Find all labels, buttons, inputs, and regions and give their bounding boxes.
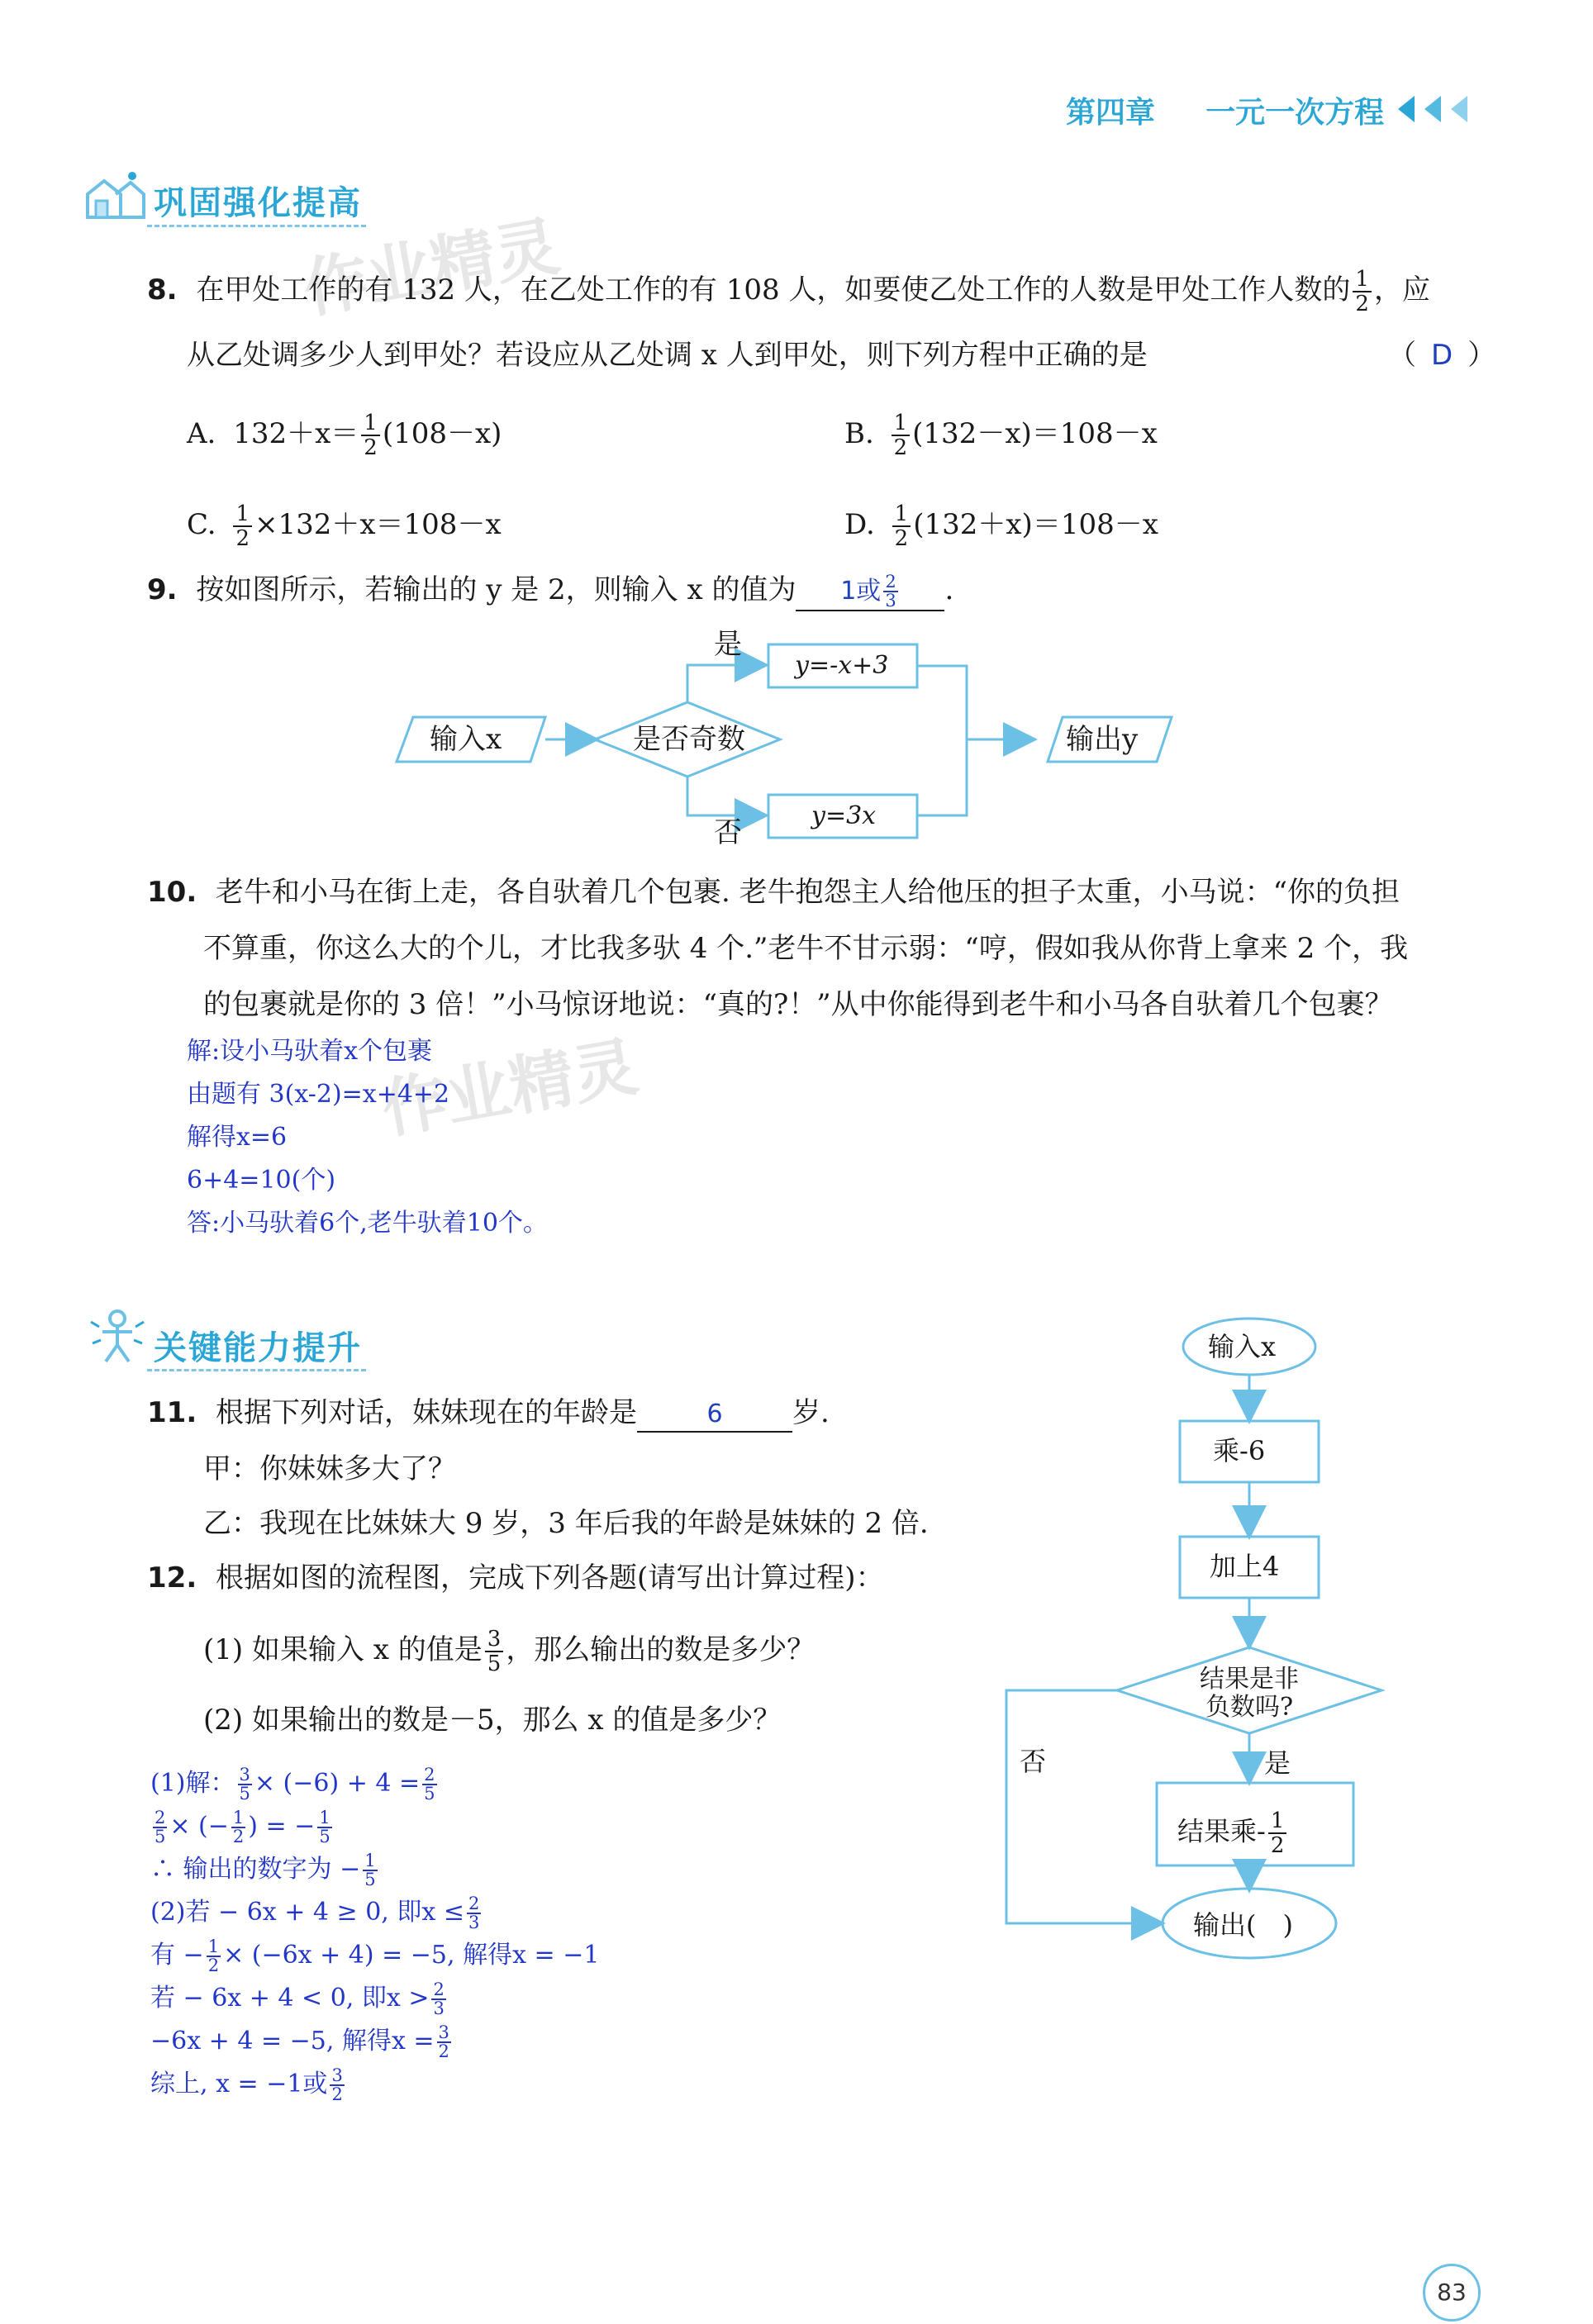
triangle-arrows-icon — [1396, 93, 1479, 126]
question-10 — [147, 876, 1400, 909]
section-divider — [147, 1369, 366, 1371]
page-header — [1066, 89, 1384, 131]
solution-line: 综上, x = −1或 $\frac{3}{2}$ — [150, 2065, 343, 2104]
section-house-icon — [83, 169, 147, 222]
flow-branch-yes: y=-x+3 — [795, 651, 889, 680]
answer-blank: 6 — [637, 1396, 792, 1433]
option-b: B. $\frac{1}{2}$ (132－x)＝108－x — [844, 411, 1158, 460]
answer-blank: 1或 $\frac{2}{3}$ — [796, 573, 944, 611]
section-title-consolidate: 巩固强化提高 — [154, 184, 362, 222]
flow-input-x: 输入x — [430, 723, 502, 756]
chapter-label: 第四章 — [1066, 96, 1156, 130]
question-number: 12. — [147, 1561, 197, 1594]
question-12 — [147, 1561, 884, 1594]
section-figure-icon — [86, 1307, 149, 1365]
solution-line: 答:小马驮着6个,老牛驮着10个。 — [187, 1209, 548, 1238]
solution-line: (1)解： $\frac{3}{5}$ × (−6) + 4 = $\frac{2}{5}$ — [150, 1765, 435, 1804]
section-divider — [147, 225, 366, 227]
question-10-line3: 的包裹就是你的 3 倍！”小马惊讶地说：“真的?！”从中你能得到老牛和小马各自驮着几个包裹？ — [203, 988, 1393, 1021]
question-text: 根据下列对话，妹妹现在的年龄是 — [216, 1396, 638, 1429]
question-text: ，应 — [1373, 273, 1430, 307]
flow2-add-4: 加上4 — [1210, 1551, 1280, 1582]
solution-line: 由题有 3(x-2)=x+4+2 — [187, 1080, 450, 1109]
solution-line: 有 − $\frac{1}{2}$ × (−6x + 4) = −5, 解得x = −1 — [150, 1937, 600, 1975]
answer-paren: （ D ） — [1388, 339, 1496, 372]
question-text: 在甲处工作的有 132 人，在乙处工作的有 108 人，如要使乙处工作的人数是甲处工作人数的 — [196, 273, 1351, 307]
flow2-multiply-neg-half: 结果乘- $\frac{1}{2}$ — [1177, 1809, 1289, 1857]
question-text: 老牛和小马在街上走，各自驮着几个包裹. 老牛抱怨主人给他压的担子太重，小马说：“你的负担 — [216, 876, 1400, 909]
question-11: 11. 根据下列对话，妹妹现在的年龄是 6 岁. — [147, 1396, 830, 1433]
question-number: 8. — [147, 273, 178, 307]
dialogue-a: 甲：你妹妹多大了？ — [203, 1452, 456, 1485]
question-8 — [147, 268, 1430, 316]
section-title-ability: 关键能力提升 — [154, 1329, 362, 1367]
flow-output-y: 输出y — [1066, 723, 1139, 756]
flow-branch-no: y=3x — [811, 801, 877, 830]
solution-line: 解:设小马驮着x个包裹 — [187, 1037, 433, 1066]
flowchart-odd-check — [388, 620, 1182, 859]
flowchart-compute — [991, 1305, 1405, 1991]
option-d: D. $\frac{1}{2}$ (132＋x)＝108－x — [844, 501, 1158, 551]
flow2-yes-label: 是 — [1264, 1747, 1291, 1779]
page-number: 83 — [1423, 2264, 1481, 2322]
solution-line: ∴ 输出的数字为 − $\frac{1}{5}$ — [150, 1851, 376, 1889]
flow2-decision: 结果是非 负数吗? — [1200, 1665, 1299, 1722]
option-c: C. $\frac{1}{2}$ ×132＋x＝108－x — [187, 501, 502, 551]
question-12-part1: (1) 如果输入 x 的值是 $\frac{3}{5}$ ，那么输出的数是多少？ — [203, 1627, 816, 1676]
solution-line: (2)若 − 6x + 4 ≥ 0, 即x ≤ $\frac{2}{3}$ — [150, 1894, 480, 1932]
dialogue-b: 乙：我现在比妹妹大 9 岁，3 年后我的年龄是妹妹的 2 倍. — [203, 1507, 929, 1540]
option-a: A. 132＋x＝ $\frac{1}{2}$ (108－x) — [187, 411, 502, 460]
flow2-multiply-neg6: 乘-6 — [1213, 1435, 1266, 1466]
question-number: 11. — [147, 1396, 197, 1429]
answer-choice: D — [1431, 339, 1453, 372]
solution-12 — [150, 1766, 599, 2110]
solution-10 — [187, 1037, 548, 1252]
flow2-no-label: 否 — [1020, 1746, 1047, 1777]
watermark: 作业精灵 — [297, 209, 565, 328]
watermark: 作业精灵 — [376, 1029, 644, 1148]
question-12-part2: (2) 如果输出的数是－5，那么 x 的值是多少？ — [203, 1704, 782, 1737]
solution-line: −6x + 4 = −5, 解得x = $\frac{3}{2}$ — [150, 2022, 449, 2061]
question-number: 9. — [147, 573, 178, 606]
flow2-output: 输出( ) — [1193, 1909, 1293, 1941]
question-9: 9. 按如图所示，若输出的 y 是 2，则输入 x 的值为 1或 $\frac{2}{3}$ . — [147, 572, 954, 611]
solution-line: 解得x=6 — [187, 1123, 288, 1152]
solution-line: $\frac{2}{5}$ × (− $\frac{1}{2}$ ) = − $\frac{1}{5}$ — [155, 1808, 330, 1846]
question-8-line2: 从乙处调多少人到甲处？若设应从乙处调 x 人到甲处，则下列方程中正确的是 — [187, 339, 1148, 372]
question-10-line2: 不算重，你这么大的个儿，才比我多驮 4 个.”老牛不甘示弱：“哼，假如我从你背上拿来 2 个，我 — [203, 932, 1409, 965]
question-text: 按如图所示，若输出的 y 是 2，则输入 x 的值为 — [196, 573, 796, 606]
flow2-input-x: 输入x — [1208, 1331, 1277, 1362]
question-text: 根据如图的流程图，完成下列各题(请写出计算过程)： — [216, 1561, 884, 1594]
question-number: 10. — [147, 876, 197, 909]
solution-line: 6+4=10(个) — [187, 1166, 336, 1195]
flow-decision-odd: 是否奇数 — [633, 723, 745, 756]
flow-yes-label: 是 — [714, 628, 742, 661]
fraction-half: $\frac{1}{2}$ — [1353, 268, 1372, 316]
chapter-title: 一元一次方程 — [1205, 96, 1385, 130]
solution-line: 若 − 6x + 4 < 0, 即x > $\frac{2}{3}$ — [150, 1979, 445, 2018]
flow-no-label: 否 — [714, 816, 742, 849]
